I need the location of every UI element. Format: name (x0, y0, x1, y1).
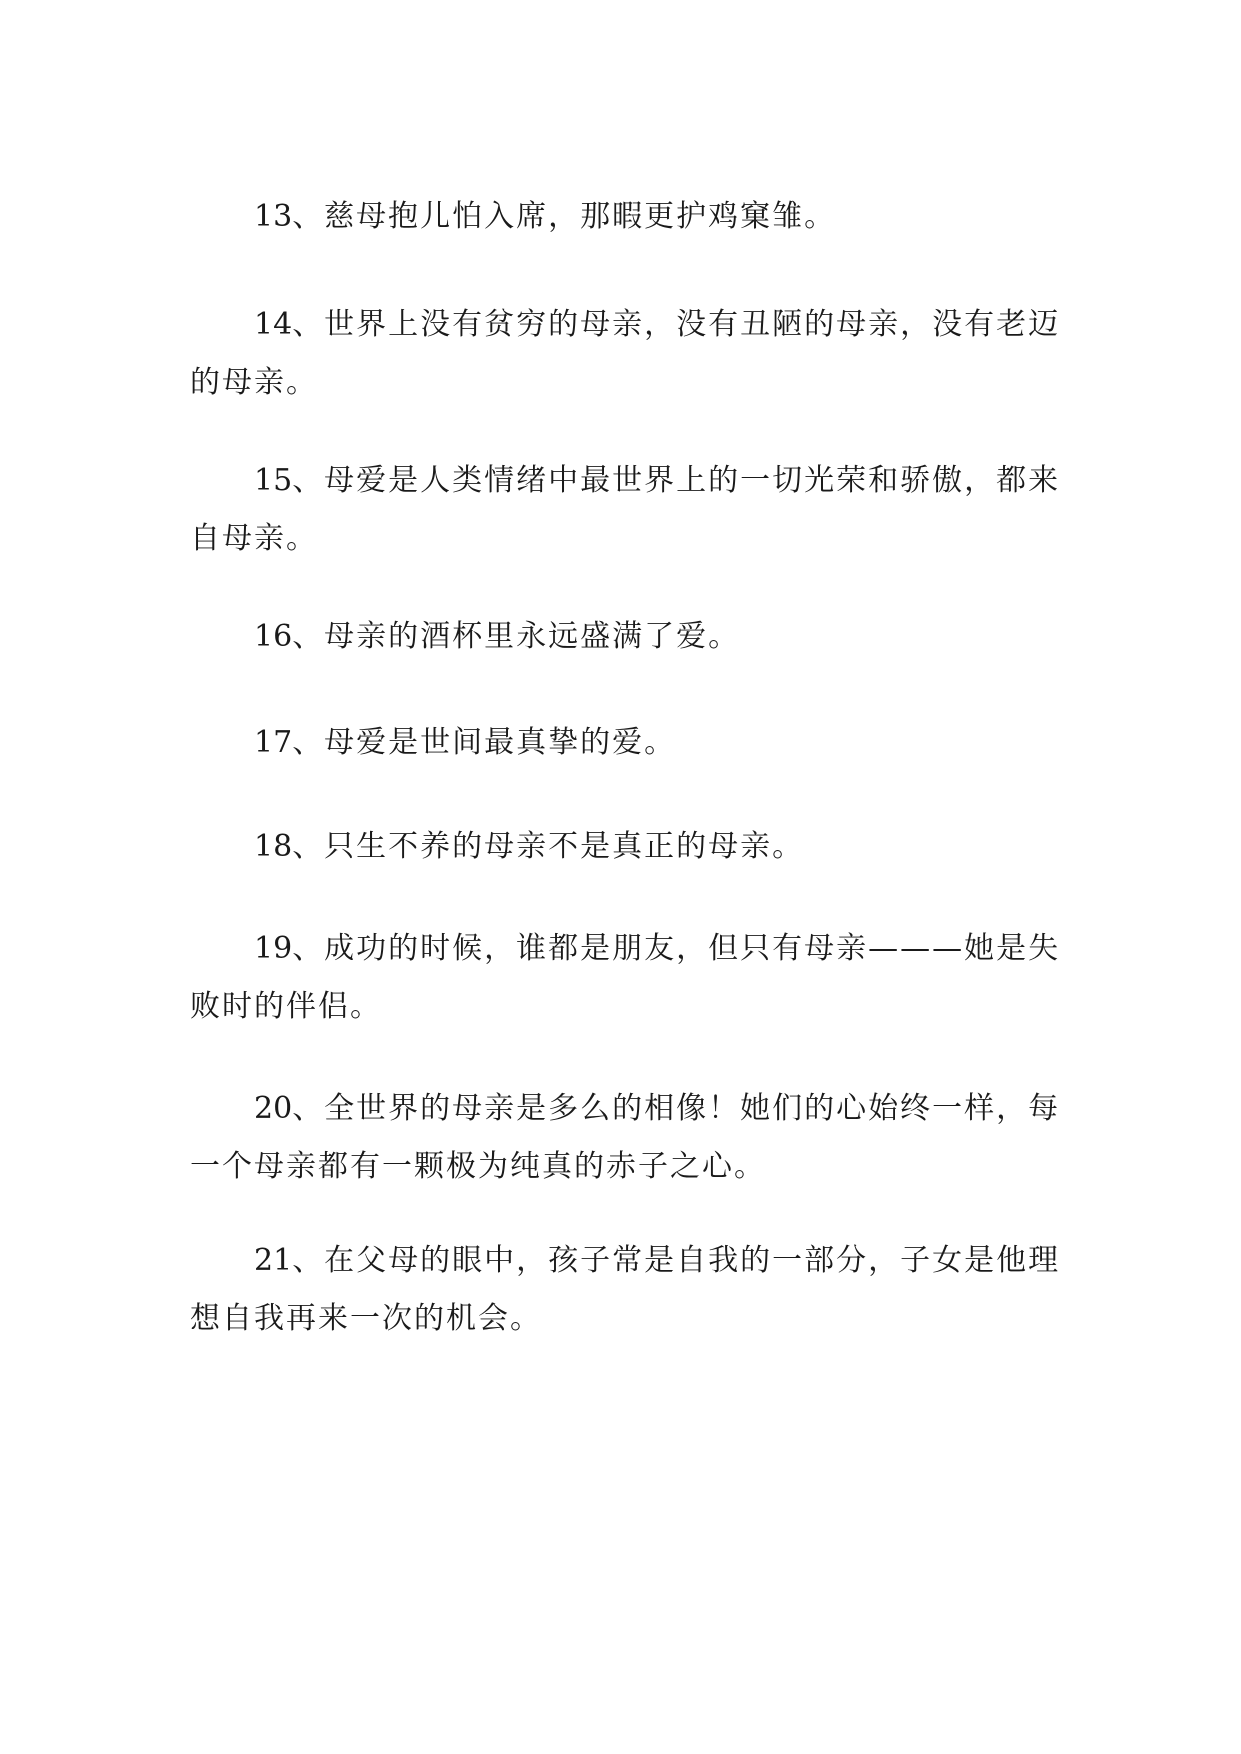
entry-number: 20 (254, 1091, 293, 1126)
list-item (190, 296, 1070, 412)
entry-number: 18 (254, 829, 293, 864)
entry-text: 、在父母的眼中，孩子常是自我的一部分，子女是他理想自我再来一次的机会。 (190, 1243, 1061, 1336)
list-item (190, 608, 1070, 666)
entry-text: 、只生不养的母亲不是真正的母亲。 (292, 829, 805, 864)
entry-number: 19 (254, 931, 293, 966)
entry-number: 14 (254, 307, 293, 342)
list-item (190, 188, 1070, 246)
list-item (190, 1080, 1070, 1196)
entry-text: 、母爱是世间最真挚的爱。 (292, 725, 677, 760)
entry-text: 、母爱是人类情绪中最世界上的一切光荣和骄傲，都来自母亲。 (190, 463, 1061, 556)
list-item (190, 818, 1070, 876)
entry-number: 13 (254, 199, 293, 234)
list-item (190, 1232, 1070, 1348)
entry-text: 、成功的时候，谁都是朋友，但只有母亲———她是失败时的伴侣。 (190, 931, 1061, 1024)
list-item (190, 452, 1070, 568)
list-item (190, 920, 1070, 1036)
entry-text: 、母亲的酒杯里永远盛满了爱。 (292, 619, 741, 654)
entry-text: 、世界上没有贫穷的母亲，没有丑陋的母亲，没有老迈的母亲。 (190, 307, 1061, 400)
list-item (190, 714, 1070, 772)
entry-number: 16 (254, 619, 293, 654)
entry-number: 21 (254, 1243, 293, 1278)
entry-number: 17 (254, 725, 293, 760)
entry-text: 、全世界的母亲是多么的相像！她们的心始终一样，每一个母亲都有一颗极为纯真的赤子之心。 (190, 1091, 1061, 1184)
entry-number: 15 (254, 463, 293, 498)
entry-text: 、慈母抱儿怕入席，那暇更护鸡窠雏。 (292, 199, 837, 234)
